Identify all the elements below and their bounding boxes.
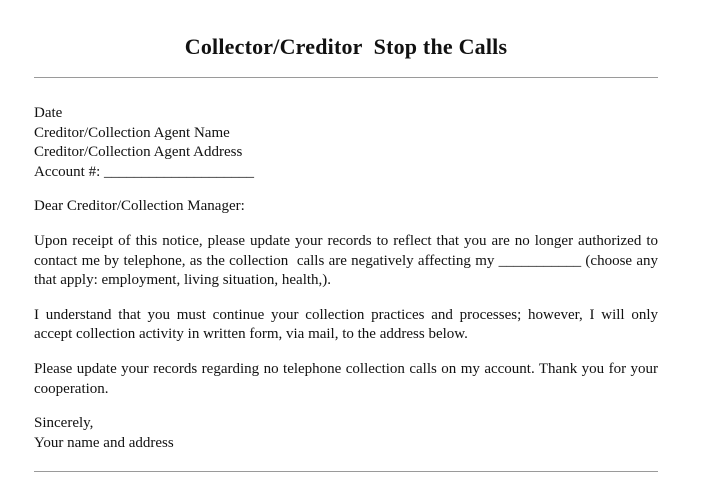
agent-address-line: Creditor/Collection Agent Address xyxy=(34,144,243,161)
signature-line: Your name and address xyxy=(34,434,174,451)
page-title: Collector/Creditor Stop the Calls xyxy=(184,34,508,59)
spacer xyxy=(34,182,658,197)
agent-name-line: Creditor/Collection Agent Name xyxy=(34,124,230,141)
salutation: Dear Creditor/Collection Manager: xyxy=(34,198,245,215)
closing: Sincerely, xyxy=(34,415,94,432)
paragraph-phone-request: Upon receipt of this notice, please update your records to reflect that you are no longer authorized to contact me by telephone, as the collection calls are negatively affecting my ___________ (choose any that apply: employment, living situation, health,). xyxy=(34,232,662,289)
bottom-divider xyxy=(34,471,658,472)
letter-body xyxy=(34,104,662,453)
paragraph-thanks: Please update your records regarding no telephone collection calls on my account. Thank you for your cooperation. xyxy=(34,360,662,397)
account-number-line: Account #: ____________________ xyxy=(34,163,254,180)
paragraph-written-only: I understand that you must continue your collection practices and processes; however, I will only accept collection activity in written form, via mail, to the address below. xyxy=(34,306,662,343)
spacer xyxy=(34,291,658,306)
spacer xyxy=(34,345,658,360)
address-block xyxy=(34,104,658,182)
spacer xyxy=(34,217,658,232)
spacer xyxy=(34,399,658,414)
top-divider xyxy=(34,77,658,78)
date-line: Date xyxy=(34,105,63,121)
